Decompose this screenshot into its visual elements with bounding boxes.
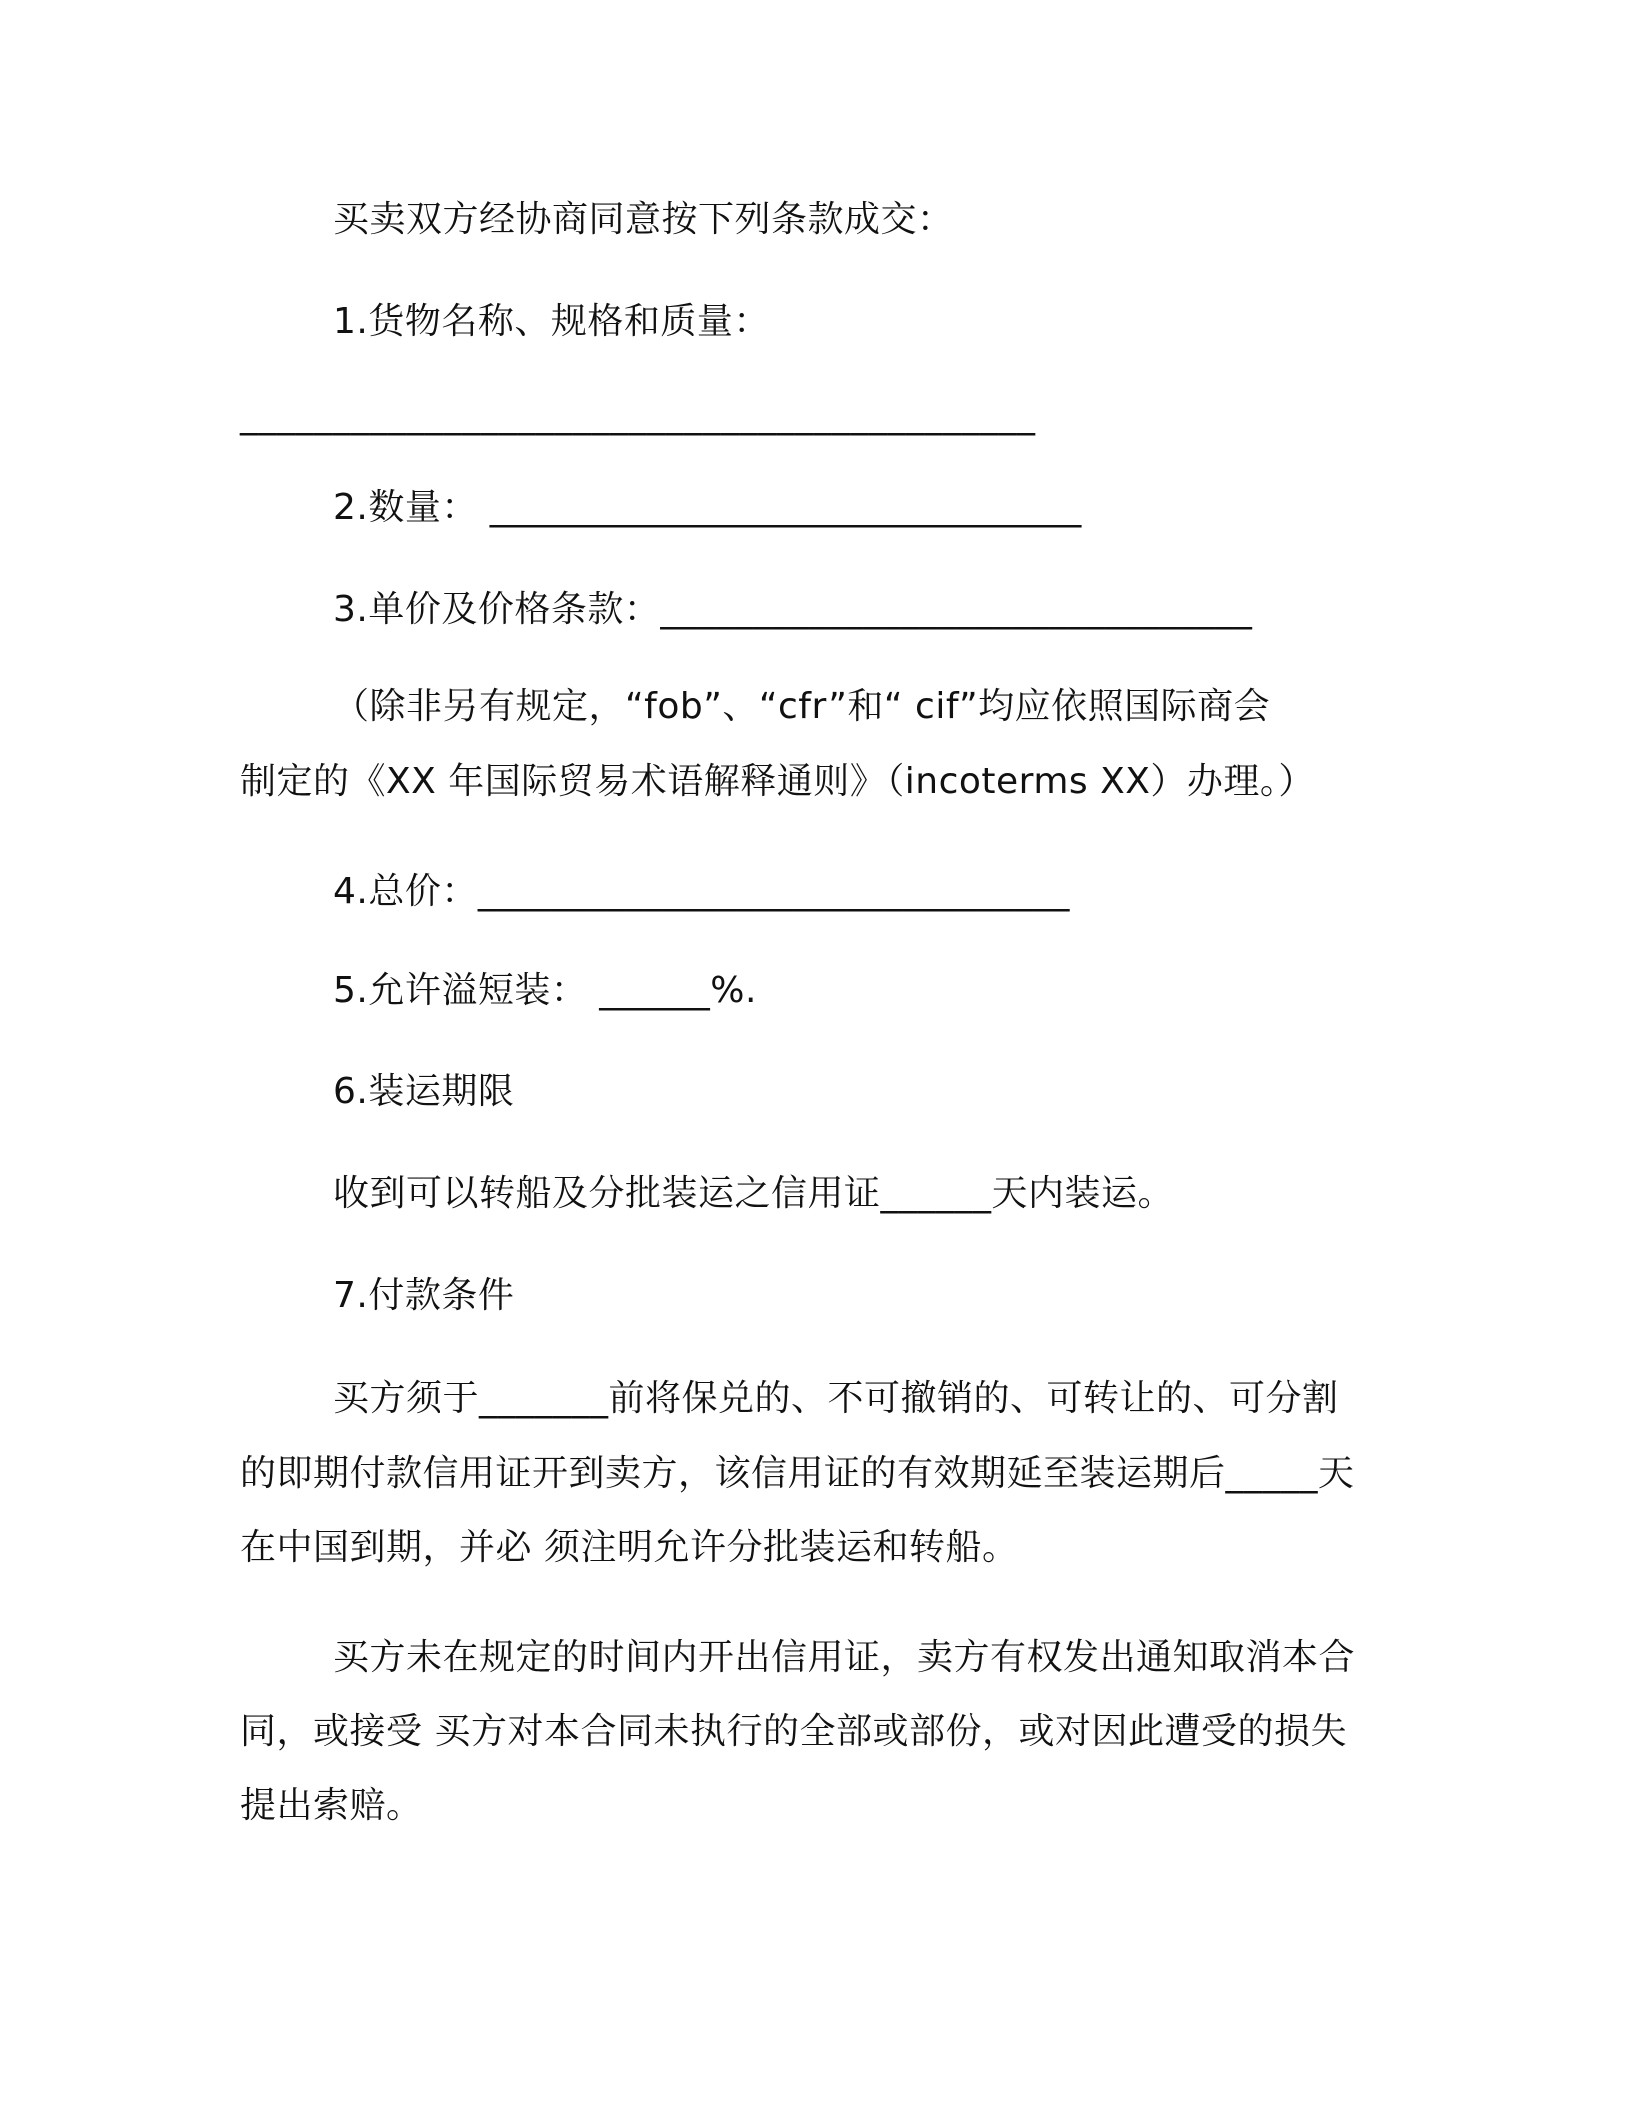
note-line-2: 制定的《XX 年国际贸易术语解释通则》（incoterms XX）办理。） xyxy=(240,761,1315,802)
payment-para-2-line-3: 提出索赔。 xyxy=(240,1785,423,1826)
item-6-text: 收到可以转船及分批装运之信用证______天内装运。 xyxy=(333,1173,1175,1214)
item-7-heading: 7.付款条件 xyxy=(333,1275,515,1316)
item-3-unit-price: 3.单价及价格条款：________________________________ xyxy=(333,589,1253,630)
item-6-heading: 6.装运期限 xyxy=(333,1071,515,1112)
payment-para-2-line-2: 同，或接受 买方对本合同未执行的全部或部份，或对因此遭受的损失 xyxy=(240,1711,1347,1752)
payment-para-2-line-1: 买方未在规定的时间内开出信用证，卖方有权发出通知取消本合 xyxy=(333,1637,1356,1678)
item-2-quantity: 2.数量： ________________________________ xyxy=(333,487,1082,528)
intro-text: 买卖双方经协商同意按下列条款成交： xyxy=(333,199,954,240)
item-1-blank: ___________________________________________ xyxy=(240,395,1036,436)
payment-para-1-line-2: 的即期付款信用证开到卖方，该信用证的有效期延至装运期后_____天 xyxy=(240,1453,1355,1494)
payment-para-1-line-3: 在中国到期，并必 须注明允许分批装运和转船。 xyxy=(240,1527,1019,1568)
payment-para-1-line-1: 买方须于_______前将保兑的、不可撤销的、可转让的、可分割 xyxy=(333,1378,1339,1419)
item-4-total-price: 4.总价：________________________________ xyxy=(333,871,1070,912)
note-line-1: （除非另有规定，“fob”、“cfr”和“ cif”均应依照国际商会 xyxy=(333,686,1271,727)
item-5-tolerance: 5.允许溢短装： ______%. xyxy=(333,970,757,1011)
item-1-label: 1.货物名称、规格和质量： xyxy=(333,301,770,342)
